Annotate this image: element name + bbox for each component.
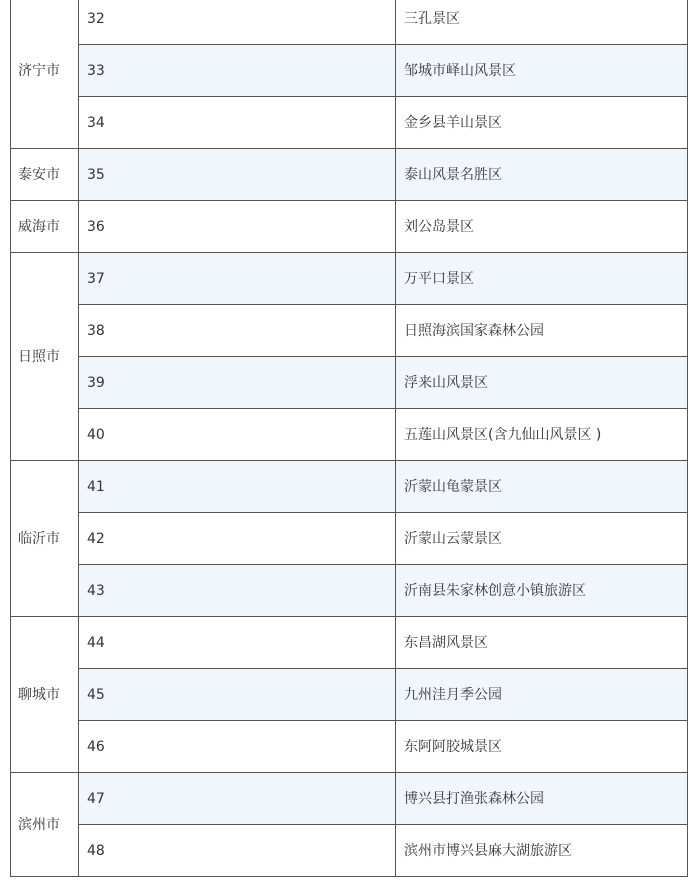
table-row — [11, 461, 688, 513]
city-cell: 滨州市 — [11, 773, 79, 877]
scenic-area-name-cell: 五莲山风景区(含九仙山风景区 ) — [396, 409, 688, 461]
row-number-cell: 42 — [79, 513, 396, 565]
row-number-cell: 43 — [79, 565, 396, 617]
city-cell: 威海市 — [11, 201, 79, 253]
table-row — [11, 253, 688, 305]
row-number-cell: 45 — [79, 669, 396, 721]
scenic-area-name-cell: 九州洼月季公园 — [396, 669, 688, 721]
row-number-cell: 33 — [79, 45, 396, 97]
table-row — [11, 825, 688, 877]
table-row — [11, 565, 688, 617]
city-cell: 济宁市 — [11, 0, 79, 149]
table-row — [11, 0, 688, 45]
scenic-area-name-cell: 博兴县打渔张森林公园 — [396, 773, 688, 825]
row-number-cell: 46 — [79, 721, 396, 773]
table-row — [11, 97, 688, 149]
row-number-cell: 35 — [79, 149, 396, 201]
city-cell: 日照市 — [11, 253, 79, 461]
city-cell: 聊城市 — [11, 617, 79, 773]
row-number-cell: 34 — [79, 97, 396, 149]
table-row — [11, 617, 688, 669]
table-row — [11, 721, 688, 773]
scenic-area-name-cell: 滨州市博兴县麻大湖旅游区 — [396, 825, 688, 877]
scenic-area-name-cell: 泰山风景名胜区 — [396, 149, 688, 201]
scenic-area-name-cell: 浮来山风景区 — [396, 357, 688, 409]
row-number-cell: 38 — [79, 305, 396, 357]
scenic-area-name-cell: 日照海滨国家森林公园 — [396, 305, 688, 357]
table-row — [11, 149, 688, 201]
row-number-cell: 32 — [79, 0, 396, 45]
city-cell: 泰安市 — [11, 149, 79, 201]
city-cell: 临沂市 — [11, 461, 79, 617]
table-row — [11, 305, 688, 357]
row-number-cell: 36 — [79, 201, 396, 253]
table-row — [11, 513, 688, 565]
table-row — [11, 45, 688, 97]
scenic-area-name-cell: 邹城市峄山风景区 — [396, 45, 688, 97]
row-number-cell: 48 — [79, 825, 396, 877]
scenic-area-name-cell: 沂蒙山云蒙景区 — [396, 513, 688, 565]
scenic-area-name-cell: 金乡县羊山景区 — [396, 97, 688, 149]
scenic-area-table — [10, 0, 688, 877]
scenic-area-name-cell: 三孔景区 — [396, 0, 688, 45]
scenic-area-name-cell: 东阿阿胶城景区 — [396, 721, 688, 773]
row-number-cell: 47 — [79, 773, 396, 825]
row-number-cell: 39 — [79, 357, 396, 409]
table-row — [11, 669, 688, 721]
scenic-area-name-cell: 东昌湖风景区 — [396, 617, 688, 669]
row-number-cell: 44 — [79, 617, 396, 669]
row-number-cell: 41 — [79, 461, 396, 513]
scenic-area-table-body — [11, 0, 688, 877]
scenic-area-name-cell: 沂蒙山龟蒙景区 — [396, 461, 688, 513]
row-number-cell: 37 — [79, 253, 396, 305]
row-number-cell: 40 — [79, 409, 396, 461]
scenic-area-name-cell: 万平口景区 — [396, 253, 688, 305]
table-row — [11, 357, 688, 409]
table-row — [11, 409, 688, 461]
scenic-area-name-cell: 沂南县朱家林创意小镇旅游区 — [396, 565, 688, 617]
scenic-area-name-cell: 刘公岛景区 — [396, 201, 688, 253]
scenic-area-table-container — [10, 0, 687, 877]
table-row — [11, 773, 688, 825]
table-row — [11, 201, 688, 253]
